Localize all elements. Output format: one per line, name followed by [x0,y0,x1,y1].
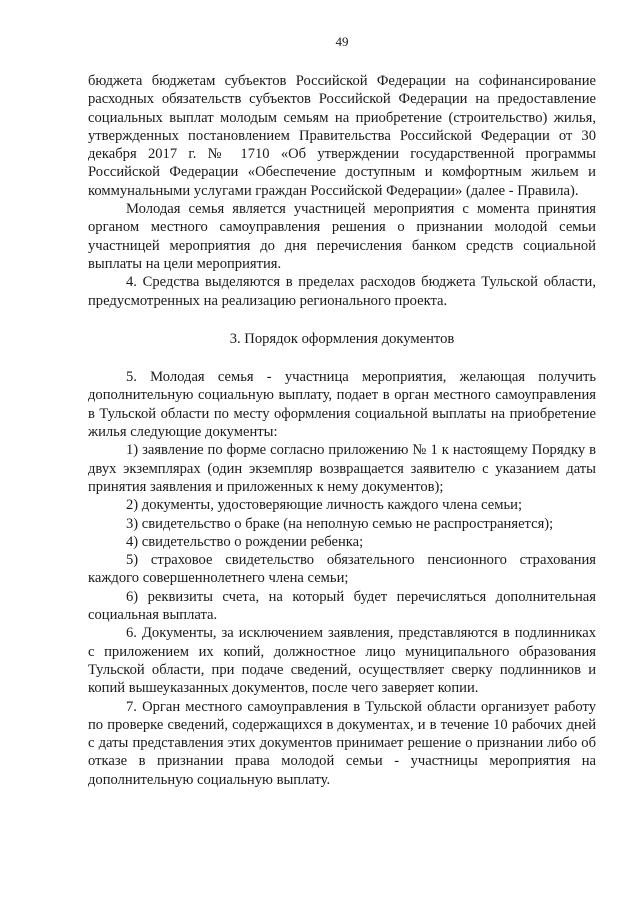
item-7-paragraph: 7. Орган местного самоуправления в Тульской области организует работу по проверке сведений, содержащихся в документах, и в течение 10 рабочих дней с даты представления этих документов принимает решение о признании либо об отказе в признании права молодой семьи - участницы мероприятия на дополнительную социальную выплату. [88,698,596,788]
participation-paragraph: Молодая семья является участницей мероприятия с момента принятия органом местного самоуправления решения о признании молодой семьи участницей мероприятия до дня перечисления банком средств социальной выплаты на цели мероприятия. [88,201,596,272]
page-number: 49 [335,34,349,49]
item-4-paragraph: 4. Средства выделяются в пределах расходов бюджета Тульской области, предусмотренных на реализацию регионального проекта. [88,274,596,309]
document-list-item: 1) заявление по форме согласно приложению № 1 к настоящему Порядку в двух экземплярах (один экземпляр возвращается заявителю с указанием даты принятия заявления и приложенных к нему документов); [88,442,596,495]
item-5-paragraph: 5. Молодая семья - участница мероприятия, желающая получить дополнительную социальную выплату, подает в орган местного самоуправления в Тульской области по месту оформления социальной выплаты на приобретение жилья следующие документы: [88,369,596,441]
document-list-item: 6) реквизиты счета, на который будет перечисляться дополнительная социальная выплата. [88,588,596,624]
document-list-item: 4) свидетельство о рождении ребенка; [126,533,364,550]
document-list-item: 2) документы, удостоверяющие личность каждого члена семьи; [126,497,523,514]
document-list-item: 5) страховое свидетельство обязательного пенсионного страхования каждого совершеннолетнего члена семьи; [88,552,596,587]
item-6-paragraph: 6. Документы, за исключением заявления, представляются в подлинниках с приложением их копий, должностное лицо муниципального образования Тульской области, при подаче сведений, осуществляет сверку подлинников и копий вышеуказанных документов, после чего заверяет копии. [88,625,596,697]
document-page [88,34,596,789]
intro-paragraph: бюджета бюджетам субъектов Российской Федерации на софинансирование расходных обязательств субъектов Российской Федерации на предоставление социальных выплат молодым семьям на приобретение (строительство) жилья, утвержденных постановлением Правительства Российской Федерации от 30 декабря 2017 г. № 1710 «Об утверждении государственной программы Российской Федерации «Обеспечение доступным и комфортным жильем и коммунальными услугами граждан Российской Федерации» (далее - Правила). [88,73,596,199]
document-list-item: 3) свидетельство о браке (на неполную семью не распространяется); [126,515,554,532]
section-title: 3. Порядок оформления документов [229,330,455,347]
